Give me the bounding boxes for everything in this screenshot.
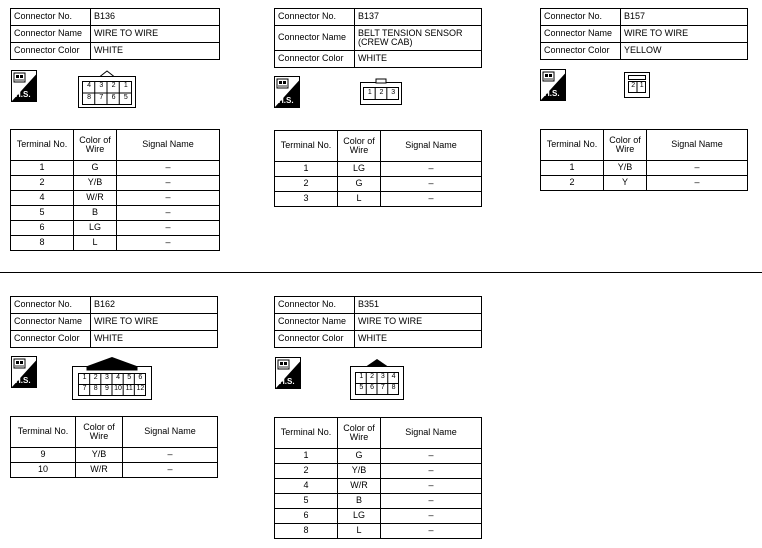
info-row-name	[11, 314, 218, 331]
connector-b351	[274, 296, 482, 348]
cell-color: G	[338, 449, 381, 464]
cell-terminal: 6	[11, 221, 74, 236]
pin-label: 10	[114, 385, 122, 392]
hs-label: H.S.	[15, 90, 31, 99]
cell-color: B	[74, 206, 117, 221]
terminal-table-wrap	[274, 417, 482, 539]
cell-terminal: 5	[11, 206, 74, 221]
terminal-table-header	[11, 130, 220, 161]
cell-signal: –	[381, 464, 482, 479]
cell-terminal: 2	[275, 464, 338, 479]
info-value: B351	[355, 297, 482, 314]
info-row-no	[11, 9, 220, 26]
cell-color: Y/B	[76, 448, 123, 463]
pin-label: 6	[370, 384, 375, 391]
pin-label: 3	[380, 373, 385, 380]
table-row	[11, 176, 220, 191]
cell-terminal: 6	[275, 509, 338, 524]
pin-label: 2	[370, 373, 375, 380]
info-row-color	[275, 331, 482, 348]
cell-terminal: 2	[11, 176, 74, 191]
pin-label: 4	[391, 373, 396, 380]
hs-label: H.S.	[278, 96, 294, 105]
connector-info-table	[274, 296, 482, 348]
table-row	[275, 479, 482, 494]
cell-color: W/R	[338, 479, 381, 494]
cell-terminal: 3	[275, 192, 338, 207]
pin-label: 1	[639, 82, 644, 89]
cell-color: LG	[338, 509, 381, 524]
harness-side-icon	[11, 356, 37, 388]
info-label: Connector No.	[541, 9, 621, 26]
info-row-color	[275, 51, 482, 68]
info-value: WHITE	[91, 331, 218, 348]
table-row	[275, 524, 482, 539]
pin-label: 2	[111, 82, 116, 89]
info-value: WIRE TO WIRE	[91, 314, 218, 331]
info-label: Connector Color	[541, 43, 621, 60]
section-divider	[0, 272, 762, 273]
pin-label: 5	[123, 94, 128, 101]
harness-side-icon	[11, 70, 37, 102]
info-value: WHITE	[355, 51, 482, 68]
col-terminal: Terminal No.	[11, 130, 74, 161]
terminal-table	[10, 129, 220, 251]
info-label: Connector Name	[275, 314, 355, 331]
info-label: Connector Color	[275, 331, 355, 348]
col-terminal: Terminal No.	[275, 131, 338, 162]
cell-signal: –	[117, 161, 220, 176]
pin-label: 2	[379, 89, 384, 96]
terminal-table-header	[275, 131, 482, 162]
pin-label: 1	[82, 374, 87, 381]
cell-signal: –	[381, 479, 482, 494]
pin-label: 7	[82, 385, 87, 392]
table-row	[541, 161, 748, 176]
pin-label: 5	[359, 384, 364, 391]
pin-label: 5	[127, 374, 132, 381]
info-row-no	[11, 297, 218, 314]
terminal-table-wrap	[10, 129, 220, 251]
cell-color: B	[338, 494, 381, 509]
info-label: Connector Name	[11, 26, 91, 43]
harness-side-icon	[540, 69, 566, 101]
cell-terminal: 1	[541, 161, 604, 176]
pin-label: 1	[359, 373, 364, 380]
table-row	[541, 176, 748, 191]
info-row-name	[275, 314, 482, 331]
col-color: Color of Wire	[76, 417, 123, 448]
cell-color: LG	[338, 162, 381, 177]
terminal-table-wrap	[10, 416, 218, 478]
pin-label: 7	[99, 94, 104, 101]
connector-info-table	[10, 8, 220, 60]
cell-terminal: 4	[275, 479, 338, 494]
pin-label: 3	[104, 374, 109, 381]
cell-color: L	[338, 192, 381, 207]
pin-label: 7	[380, 384, 385, 391]
cell-color: Y/B	[338, 464, 381, 479]
cell-signal: –	[117, 236, 220, 251]
info-value: WIRE TO WIRE	[355, 314, 482, 331]
connector-info-table	[10, 296, 218, 348]
pin-label: 3	[391, 89, 396, 96]
cell-color: L	[338, 524, 381, 539]
table-row	[11, 206, 220, 221]
pin-label: 4	[87, 82, 92, 89]
info-label: Connector No.	[275, 297, 355, 314]
cell-terminal: 1	[11, 161, 74, 176]
col-signal: Signal Name	[381, 418, 482, 449]
col-signal: Signal Name	[123, 417, 218, 448]
cell-signal: –	[117, 221, 220, 236]
table-row	[11, 161, 220, 176]
col-color: Color of Wire	[338, 418, 381, 449]
info-value: B136	[91, 9, 220, 26]
terminal-table	[274, 130, 482, 207]
cell-color: Y/B	[74, 176, 117, 191]
connector-b136	[10, 8, 220, 60]
info-label: Connector Name	[541, 26, 621, 43]
pin-label: 1	[123, 82, 128, 89]
info-label: Connector Name	[275, 26, 355, 51]
cell-color: G	[338, 177, 381, 192]
col-terminal: Terminal No.	[541, 130, 604, 161]
info-value: YELLOW	[621, 43, 748, 60]
table-row	[275, 177, 482, 192]
cell-signal: –	[123, 448, 218, 463]
cell-signal: –	[381, 162, 482, 177]
terminal-table-wrap	[540, 129, 748, 191]
info-value: WIRE TO WIRE	[621, 26, 748, 43]
harness-side-icon	[274, 76, 300, 108]
cell-terminal: 2	[275, 177, 338, 192]
pin-label: 2	[93, 374, 98, 381]
connector-info-table	[274, 8, 482, 68]
terminal-table-header	[11, 417, 218, 448]
info-row-no	[275, 297, 482, 314]
harness-side-icon	[275, 357, 301, 389]
cell-signal: –	[117, 191, 220, 206]
info-value: WHITE	[355, 331, 482, 348]
table-row	[11, 191, 220, 206]
cell-color: G	[74, 161, 117, 176]
info-label: Connector No.	[275, 9, 355, 26]
cell-color: L	[74, 236, 117, 251]
table-row	[11, 236, 220, 251]
cell-color: LG	[74, 221, 117, 236]
hs-label: H.S.	[15, 376, 31, 385]
connector-b162	[10, 296, 218, 348]
cell-signal: –	[381, 494, 482, 509]
table-row	[275, 464, 482, 479]
cell-signal: –	[381, 449, 482, 464]
info-value: WIRE TO WIRE	[91, 26, 220, 43]
col-terminal: Terminal No.	[11, 417, 76, 448]
cell-terminal: 4	[11, 191, 74, 206]
cell-terminal: 1	[275, 449, 338, 464]
table-row	[275, 192, 482, 207]
pin-label: 3	[99, 82, 104, 89]
cell-terminal: 9	[11, 448, 76, 463]
table-row	[11, 448, 218, 463]
cell-terminal: 8	[11, 236, 74, 251]
cell-signal: –	[381, 524, 482, 539]
cell-signal: –	[123, 463, 218, 478]
cell-signal: –	[381, 509, 482, 524]
cell-signal: –	[117, 176, 220, 191]
table-row	[275, 509, 482, 524]
cell-terminal: 5	[275, 494, 338, 509]
cell-signal: –	[117, 206, 220, 221]
info-row-no	[541, 9, 748, 26]
info-label: Connector Color	[11, 331, 91, 348]
terminal-table	[274, 417, 482, 539]
table-row	[11, 221, 220, 236]
pin-label: 11	[125, 385, 133, 392]
table-row	[11, 463, 218, 478]
terminal-table	[540, 129, 748, 191]
info-label: Connector Name	[11, 314, 91, 331]
info-row-color	[11, 43, 220, 60]
pin-label: 9	[104, 385, 109, 392]
cell-terminal: 1	[275, 162, 338, 177]
info-row-no	[275, 9, 482, 26]
info-row-name	[11, 26, 220, 43]
col-color: Color of Wire	[338, 131, 381, 162]
pin-label: 12	[136, 385, 145, 392]
table-row	[275, 162, 482, 177]
cell-terminal: 2	[541, 176, 604, 191]
cell-color: W/R	[74, 191, 117, 206]
cell-signal: –	[647, 176, 748, 191]
info-value: B162	[91, 297, 218, 314]
terminal-table-header	[541, 130, 748, 161]
table-row	[275, 449, 482, 464]
connector-b157	[540, 8, 748, 60]
cell-color: W/R	[76, 463, 123, 478]
hs-label: H.S.	[544, 89, 560, 98]
col-terminal: Terminal No.	[275, 418, 338, 449]
terminal-table	[10, 416, 218, 478]
pin-label: 6	[138, 374, 143, 381]
pin-label: 1	[367, 89, 372, 96]
pin-label: 2	[631, 82, 636, 89]
connector-b137	[274, 8, 482, 68]
col-signal: Signal Name	[381, 131, 482, 162]
cell-terminal: 8	[275, 524, 338, 539]
col-color: Color of Wire	[604, 130, 647, 161]
cell-signal: –	[381, 177, 482, 192]
cell-terminal: 10	[11, 463, 76, 478]
cell-signal: –	[381, 192, 482, 207]
pin-label: 4	[116, 374, 120, 381]
info-value: B157	[621, 9, 748, 26]
col-signal: Signal Name	[117, 130, 220, 161]
cell-color: Y	[604, 176, 647, 191]
pin-label: 8	[93, 385, 98, 392]
info-row-name	[541, 26, 748, 43]
info-label: Connector No.	[11, 9, 91, 26]
info-label: Connector Color	[11, 43, 91, 60]
info-row-name	[275, 26, 482, 51]
connector-info-table	[540, 8, 748, 60]
col-color: Color of Wire	[74, 130, 117, 161]
terminal-table-wrap	[274, 130, 482, 207]
table-row	[275, 494, 482, 509]
info-value: WHITE	[91, 43, 220, 60]
info-value: B137	[355, 9, 482, 26]
pin-label: 8	[391, 384, 396, 391]
pin-label: 8	[87, 94, 92, 101]
info-label: Connector Color	[275, 51, 355, 68]
cell-signal: –	[647, 161, 748, 176]
info-label: Connector No.	[11, 297, 91, 314]
info-row-color	[11, 331, 218, 348]
pin-label: 6	[111, 94, 116, 101]
terminal-table-header	[275, 418, 482, 449]
hs-label: H.S.	[279, 377, 295, 386]
cell-color: Y/B	[604, 161, 647, 176]
info-value: BELT TENSION SENSOR (CREW CAB)	[355, 26, 482, 51]
col-signal: Signal Name	[647, 130, 748, 161]
info-row-color	[541, 43, 748, 60]
